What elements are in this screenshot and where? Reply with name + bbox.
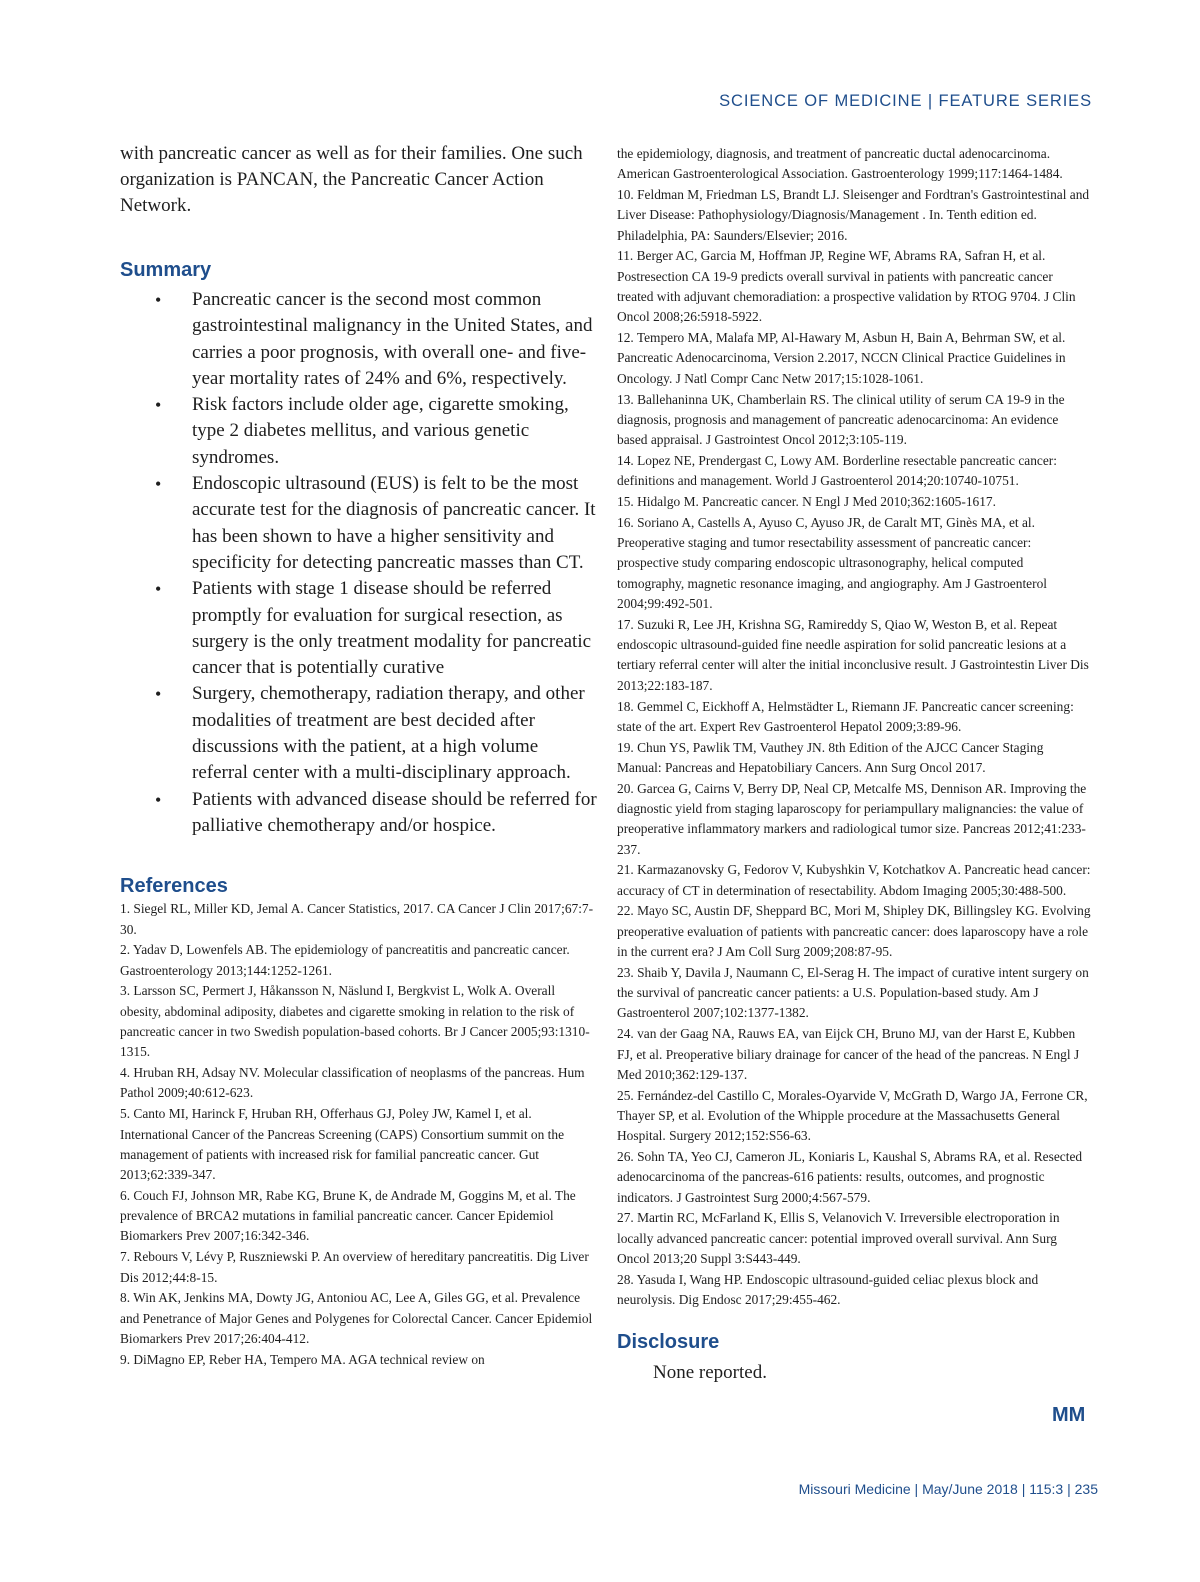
reference-item: 20. Garcea G, Cairns V, Berry DP, Neal CP, Metcalfe MS, Dennison AR. Improving the diagnostic yield from staging laparoscopy for periampullary malignancies: the value of preoperative inflammatory markers and radiological tumor size. Pancreas 2012;41:233-237. [617, 780, 1087, 857]
summary-item: • Endoscopic ultrasound (EUS) is felt to be the most accurate test for the diagnosis of pancreatic cancer. It has been shown to have a higher sensitivity and specificity for detecting pancreatic masses than CT. [155, 473, 596, 573]
intro-paragraph: with pancreatic cancer as well as for their families. One such organization is PANCAN, the Pancreatic Cancer Action Network. [120, 143, 583, 216]
reference-item: 19. Chun YS, Pawlik TM, Vauthey JN. 8th Edition of the AJCC Cancer Staging Manual: Pancreas and Hepatobiliary Cancers. Ann Surg Oncol 2017. [617, 739, 1044, 775]
bullet-icon: • [155, 684, 162, 705]
reference-item: 18. Gemmel C, Eickhoff A, Helmstädter L, Riemann JF. Pancreatic cancer screening: state of the art. Expert Rev Gastroenterol Hepatol 2009;3:89-96. [617, 698, 1074, 734]
reference-item: 12. Tempero MA, Malafa MP, Al-Hawary M, Asbun H, Bain A, Behrman SW, et al. Pancreatic Adenocarcinoma, Version 2.2017, NCCN Clinical Practice Guidelines in Oncology. J Natl Compr Canc Netw 2017;15:1028-1061. [617, 330, 1066, 386]
references-heading: References [120, 875, 228, 898]
bullet-icon: • [155, 474, 162, 495]
summary-list [120, 287, 598, 839]
reference-item: 25. Fernández-del Castillo C, Morales-Oyarvide V, McGrath D, Wargo JA, Ferrone CR, Thayer SP, et al. Evolution of the Whipple procedure at the Massachusetts General Hospital. Surgery 2012;152:S56-63. [617, 1087, 1088, 1144]
reference-item: 9. DiMagno EP, Reber HA, Tempero MA. AGA technical review on [120, 1351, 485, 1367]
left-column [120, 141, 598, 1371]
bullet-icon: • [155, 395, 162, 416]
reference-item: 1. Siegel RL, Miller KD, Jemal A. Cancer Statistics, 2017. CA Cancer J Clin 2017;67:7-30. [120, 901, 594, 937]
section-header: SCIENCE OF MEDICINE | FEATURE SERIES [719, 92, 1092, 110]
reference-item: 27. Martin RC, McFarland K, Ellis S, Velanovich V. Irreversible electroporation in locally advanced pancreatic cancer: potential improved overall survival. Ann Surg Oncol 2013;20 Suppl 3:S443-449. [617, 1210, 1060, 1267]
reference-item: 23. Shaib Y, Davila J, Naumann C, El-Serag H. The impact of curative intent surgery on the survival of pancreatic cancer patients: a U.S. Population-based study. Am J Gastroenterol 2007;102:1377-1382. [617, 964, 1089, 1021]
reference-item: 6. Couch FJ, Johnson MR, Rabe KG, Brune K, de Andrade M, Goggins M, et al. The prevalence of BRCA2 mutations in familial pancreatic cancer. Cancer Epidemiol Biomarkers Prev 2007;16:342-346. [120, 1187, 576, 1244]
right-column [617, 144, 1091, 1384]
reference-item: 4. Hruban RH, Adsay NV. Molecular classification of neoplasms of the pancreas. Hum Pathol 2009;40:612-623. [120, 1065, 585, 1101]
summary-item: • Pancreatic cancer is the second most common gastrointestinal malignancy in the United States, and carries a poor prognosis, with overall one- and five-year mortality rates of 24% and 6%, respectively. [155, 289, 593, 389]
summary-item: • Patients with stage 1 disease should be referred promptly for evaluation for surgical resection, as surgery is the only treatment modality for pancreatic cancer that is potentially curative [155, 578, 592, 679]
reference-item: 22. Mayo SC, Austin DF, Sheppard BC, Mori M, Shipley DK, Billingsley KG. Evolving preoperative evaluation of patients with pancreatic cancer: does laparoscopy have a role in the current era? J Am Coll Surg 2009;208:87-95. [617, 903, 1091, 960]
reference-item: the epidemiology, diagnosis, and treatment of pancreatic ductal adenocarcinoma. American Gastroenterological Association. Gastroenterology 1999;117:1464-1484. [617, 146, 1063, 182]
reference-item: 28. Yasuda I, Wang HP. Endoscopic ultrasound-guided celiac plexus block and neurolysis. Dig Endosc 2017;29:455-462. [617, 1271, 1039, 1308]
summary-item: • Surgery, chemotherapy, radiation therapy, and other modalities of treatment are best decided after discussions with the patient, at a high volume referral center with a multi-disciplinary approach. [155, 683, 585, 784]
reference-item: 13. Ballehaninna UK, Chamberlain RS. The clinical utility of serum CA 19-9 in the diagnosis, prognosis and management of pancreatic adenocarcinoma: An evidence based appraisal. J Gastrointest Oncol 2012;3:105-119. [617, 391, 1065, 448]
reference-item: 24. van der Gaag NA, Rauws EA, van Eijck CH, Bruno MJ, van der Harst E, Kubben FJ, et al. Preoperative biliary drainage for cancer of the head of the pancreas. N Engl J Med 2010;362:129-137. [617, 1026, 1080, 1082]
reference-item: 21. Karmazanovsky G, Fedorov V, Kubyshkin V, Kotchatkov A. Pancreatic head cancer: accuracy of CT in determination of resectability. Abdom Imaging 2005;30:488-500. [617, 862, 1091, 898]
reference-item: 16. Soriano A, Castells A, Ayuso C, Ayuso JR, de Caralt MT, Ginès MA, et al. Preoperative staging and tumor resectability assessment of pancreatic cancer: prospective study comparing endoscopic ultrasonography, helical computed tomography, magnetic resonance imaging, and angiography. Am J Gastroenterol 2004;99:492-501. [617, 514, 1047, 612]
disclosure-heading: Disclosure [617, 1331, 720, 1354]
reference-item: 10. Feldman M, Friedman LS, Brandt LJ. Sleisenger and Fordtran's Gastrointestinal and Liver Disease: Pathophysiology/Diagnosis/Management . In. Tenth edition ed. Philadelphia, PA: Saunders/Elsevier; 2016. [617, 187, 1090, 243]
reference-item: 15. Hidalgo M. Pancreatic cancer. N Engl J Med 2010;362:1605-1617. [617, 494, 996, 510]
references-list-left [120, 899, 598, 1370]
reference-item: 8. Win AK, Jenkins MA, Dowty JG, Antoniou AC, Lee A, Giles GG, et al. Prevalence and Penetrance of Major Genes and Polygenes for Colorectal Cancer. Cancer Epidemiol Biomarkers Prev 2017;26:404-412. [120, 1290, 593, 1346]
disclosure-text: None reported. [653, 1362, 767, 1384]
reference-item: 11. Berger AC, Garcia M, Hoffman JP, Regine WF, Abrams RA, Safran H, et al. Postresection CA 19-9 predicts overall survival in patients with pancreatic cancer treated with adjuvant chemoradiation: a prospective validation by RTOG 9704. J Clin Oncol 2008;26:5918-5922. [617, 248, 1076, 325]
bullet-icon: • [155, 290, 162, 310]
reference-item: 14. Lopez NE, Prendergast C, Lowy AM. Borderline resectable pancreatic cancer: definitions and management. World J Gastroenterol 2014;20:10740-10751. [617, 452, 1057, 489]
summary-item: • Patients with advanced disease should be referred for palliative chemotherapy and/or hospice. [155, 788, 597, 836]
end-mark: MM [1052, 1404, 1086, 1426]
references-list-right [617, 144, 1091, 1310]
summary-heading: Summary [120, 259, 212, 281]
reference-item: 17. Suzuki R, Lee JH, Krishna SG, Ramireddy S, Qiao W, Weston B, et al. Repeat endoscopic ultrasound-guided fine needle aspiration for solid pancreatic lesions at a tertiary referral center will alter the initial inconclusive result. J Gastrointestin Liver Dis 2013;22:183-187. [617, 616, 1089, 693]
bullet-icon: • [155, 789, 162, 810]
summary-item: • Risk factors include older age, cigarette smoking, type 2 diabetes mellitus, and various genetic syndromes. [155, 394, 569, 468]
reference-item: 3. Larsson SC, Permert J, Håkansson N, Näslund I, Bergkvist L, Wolk A. Overall obesity, abdominal adiposity, diabetes and cigarette smoking in relation to the risk of pancreatic cancer in two Swedish population-based cohorts. Br J Cancer 2005;93:1310-1315. [120, 983, 590, 1060]
reference-item: 26. Sohn TA, Yeo CJ, Cameron JL, Koniaris L, Kaushal S, Abrams RA, et al. Resected adenocarcinoma of the pancreas-616 patients: results, outcomes, and prognostic indicators. J Gastrointest Surg 2000;4:567-579. [617, 1149, 1083, 1205]
page-footer: Missouri Medicine | May/June 2018 | 115:3 | 235 [798, 1481, 1098, 1497]
bullet-icon: • [155, 579, 162, 600]
reference-item: 5. Canto MI, Harinck F, Hruban RH, Offerhaus GJ, Poley JW, Kamel I, et al. International Cancer of the Pancreas Screening (CAPS) Consortium summit on the management of patients with increased risk for familial pancreatic cancer. Gut 2013;62:339-347. [120, 1106, 565, 1183]
reference-item: 7. Rebours V, Lévy P, Ruszniewski P. An overview of hereditary pancreatitis. Dig Liver Dis 2012;44:8-15. [120, 1249, 589, 1285]
reference-item: 2. Yadav D, Lowenfels AB. The epidemiology of pancreatitis and pancreatic cancer. Gastroenterology 2013;144:1252-1261. [120, 942, 570, 978]
